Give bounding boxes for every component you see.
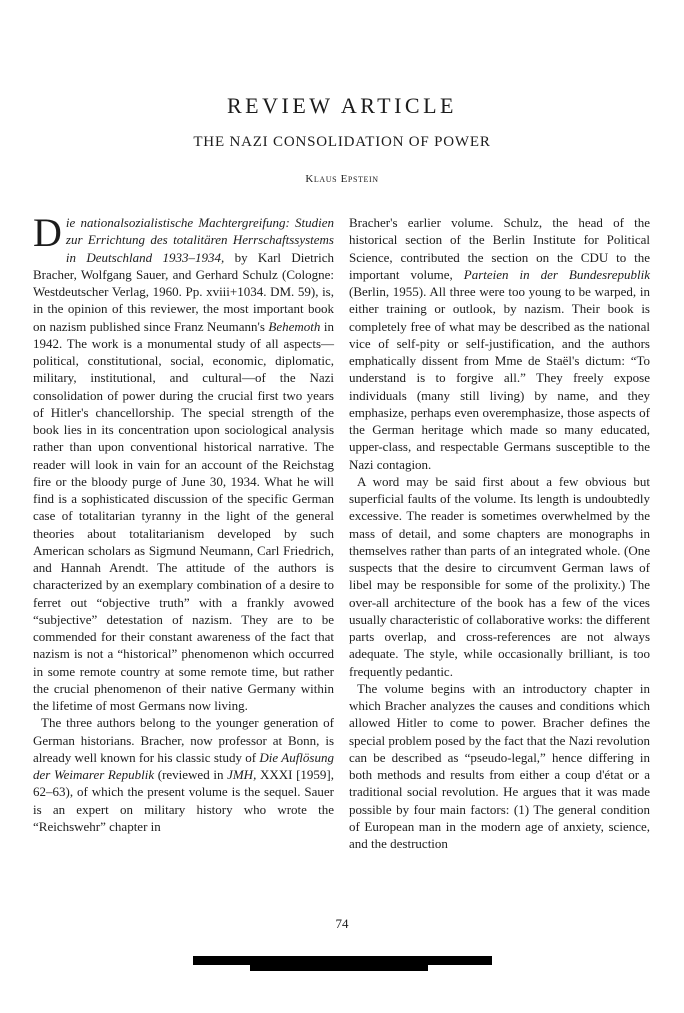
- text-run: A word may be said first about a few obvious but superficial faults of the volume. Its length is undoubtedly excessive. The reader is sometimes overwhelmed by the mass of detail, and some chapters are monographs in themselves rather than parts of an integrated whole. (One suspects that the desire to circumvent German laws of libel may be responsible for some of the prolixity.) The over-all architecture of the book has a few of the vices usually characteristic of collaborative works: the different parts overlap, and cross-references are not always adequate. The style, while occasionally brilliant, is too frequently pedantic.: [349, 473, 650, 679]
- text-run: The volume begins with an introductory chapter in which Bracher analyzes the causes and conditions which allowed Hitler to come to power. Bracher defines the special problem posed by the fact that the Nazi revolution can be described as “pseudo-legal,” hence differing in both methods and results from either a coup d'état or a traditional social revolution. He argues that it was made possible by four main factors: (1) The general condition of European man in the modern age of anxiety, science, and the destruction: [349, 680, 650, 851]
- author-name: Klaus Epstein: [305, 173, 379, 185]
- italic-text: Behemoth: [268, 318, 321, 334]
- right-column: [349, 214, 650, 852]
- page-number: 74: [335, 916, 349, 931]
- review-article-label: REVIEW ARTICLE: [227, 93, 457, 118]
- paragraph: [349, 680, 650, 853]
- paragraph: [33, 714, 334, 835]
- text-run: by Karl Dietrich Bracher, Wolfgang Sauer, and Gerhard Schulz (Cologne: Westdeutscher Verlag, 1960. Pp. xviii+1034. DM. 59), is, in the opinion of this reviewer, the most important book on nazism published since Franz Neumann's: [33, 249, 334, 334]
- text-run: (Berlin, 1955). All three were too young to be warped, in either training or outlook, by nazism. Their book is completely free of what may be described as the national vice of self-pity or self-justification, and the authors emphatically dissent from Mme de Staël's dictum: “To understand is to forgive all.” They freely expose individuals (many still living) by name, and they emphasize, perhaps even overemphasize, those aspects of the German heritage which made so many educated, upper-class, and respectable Germans susceptible to the Nazi contagion.: [349, 284, 650, 472]
- text-run: Bracher's earlier volume. Schulz, the head of the historical section of the Berlin Institute for Political Science, contributed the section on the CDU to the important volume,: [349, 215, 650, 282]
- drop-cap: D: [33, 210, 62, 255]
- text-run: The three authors belong to the younger generation of German historians. Bracher, now professor at Bonn, is already well known for his classic study of: [33, 715, 334, 765]
- paragraph: [33, 210, 334, 714]
- text-run: XXXI [1959], 62–63), of which the present volume is the sequel. Sauer is an expert on military history who wrote the “Reichswehr” chapter in: [33, 767, 334, 834]
- left-column: [33, 210, 334, 835]
- article-title: THE NAZI CONSOLIDATION OF POWER: [193, 134, 491, 150]
- scan-bar: [250, 965, 428, 971]
- italic-text: Parteien in der Bundesrepublik: [463, 266, 650, 282]
- text-run: in 1942. The work is a monumental study of all aspects—political, constitutional, social, economic, diplomatic, military, institutional, and cultural—of the Nazi consolidation of power during the crucial first two years of Hitler's chancellorship. The special strength of the book lies in its concentration upon sociological analysis rather than upon conventional historical narrative. The reader will look in vain for an account of the Reichstag fire or the bloody purge of June 30, 1934. What he will find is a sophisticated discussion of the specific German case of totalitarian tyranny in the light of the general theories about totalitarianism developed by such American scholars as Sigmund Neumann, Carl Friedrich, and Hannah Arendt. The attitude of the authors is characterized by an exemplary combination of a desire to ferret out “objective truth” with a frankly avowed “subjective” detestation of nazism. They are to be commended for their constant awareness of the fact that nazism is not a “historical” phenomenon which occurred in some remote country at some remote time, but rather the crucial phenomenon of their native Germany within the lifetime of most Germans now living.: [33, 318, 334, 713]
- italic-text: ie nationalsozialistische Machtergreifung: Studien zur Errichtung des totalitären Herrschaftssystems in Deutschland 1933–1934,: [65, 215, 334, 265]
- italic-text: JMH,: [227, 767, 257, 782]
- text-run: (reviewed in: [154, 767, 228, 782]
- scan-bar: [193, 956, 492, 965]
- paragraph: [349, 214, 650, 473]
- paragraph: [349, 473, 650, 680]
- italic-text: Die Auflösung der Weimarer Republik: [33, 749, 334, 782]
